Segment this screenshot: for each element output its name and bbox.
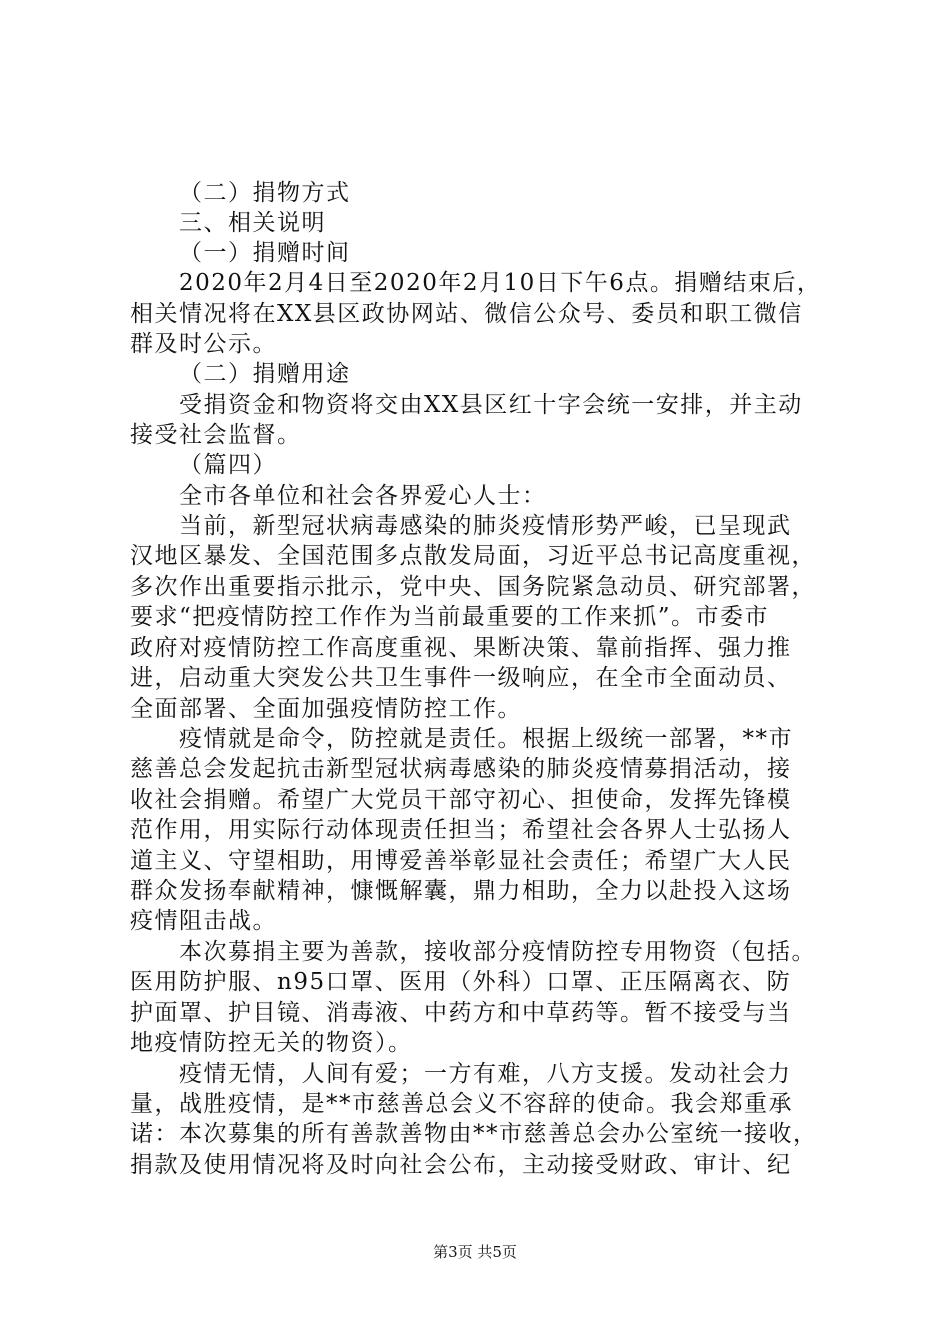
page-footer: 第3页 共5页 <box>433 1243 517 1261</box>
body-line: （篇四） <box>179 452 277 478</box>
body-line: 捐款及使用情况将及时向社会公布，主动接受财政、审计、纪 <box>130 1152 792 1178</box>
body-line: 诺：本次募集的所有善款善物由**市慈善总会办公室统一接收， <box>130 1121 818 1147</box>
body-line: 医用防护服、n95口罩、医用（外科）口罩、正压隔离衣、防 <box>130 969 792 995</box>
body-line: 政府对疫情防控工作高度重视、果断决策、靠前指挥、强力推 <box>130 635 792 661</box>
body-line: （一）捐赠时间 <box>179 240 351 266</box>
body-line: 当前，新型冠状病毒感染的肺炎疫情形势严峻，已呈现武 <box>179 513 792 539</box>
body-line: 2020年2月4日至2020年2月10日下午6点。捐赠结束后， <box>179 270 822 296</box>
body-line: 疫情阻击战。 <box>130 908 277 934</box>
body-line: 接受社会监督。 <box>130 422 302 448</box>
body-line: 汉地区暴发、全国范围多点散发局面，习近平总书记高度重视， <box>130 543 816 569</box>
body-line: 三、相关说明 <box>179 210 326 236</box>
body-line: 全市各单位和社会各界爱心人士： <box>179 483 547 509</box>
body-line: 受捐资金和物资将交由XX县区红十字会统一安排，并主动 <box>179 392 803 418</box>
body-line: 要求“把疫情防控工作作为当前最重要的工作来抓”。市委市 <box>130 604 770 630</box>
body-line: 慈善总会发起抗击新型冠状病毒感染的肺炎疫情募捐活动，接 <box>130 756 792 782</box>
body-line: （二）捐物方式 <box>179 180 351 206</box>
body-line: 进，启动重大突发公共卫生事件一级响应，在全市全面动员、 <box>130 665 792 691</box>
body-line: 范作用，用实际行动体现责任担当；希望社会各界人士弘扬人 <box>130 817 792 843</box>
body-line: 本次募捐主要为善款，接收部分疫情防控专用物资（包括。 <box>179 939 816 965</box>
body-line: 量，战胜疫情，是**市慈善总会义不容辞的使命。我会郑重承 <box>130 1091 793 1117</box>
body-line: 多次作出重要指示批示，党中央、国务院紧急动员、研究部署， <box>130 574 816 600</box>
body-line: 群及时公示。 <box>130 331 277 357</box>
body-line: 相关情况将在XX县区政协网站、微信公众号、委员和职工微信 <box>130 301 803 327</box>
body-line: 疫情就是命令，防控就是责任。根据上级统一部署，**市 <box>179 726 793 752</box>
body-line: 道主义、守望相助，用博爱善举彰显社会责任；希望广大人民 <box>130 848 792 874</box>
body-line: 护面罩、护目镜、消毒液、中药方和中草药等。暂不接受与当 <box>130 1000 792 1026</box>
body-line: 全面部署、全面加强疫情防控工作。 <box>130 696 522 722</box>
body-line: 疫情无情，人间有爱；一方有难，八方支援。发动社会力 <box>179 1061 792 1087</box>
body-line: 收社会捐赠。希望广大党员干部守初心、担使命，发挥先锋模 <box>130 787 792 813</box>
body-line: 地疫情防控无关的物资）。 <box>130 1030 413 1056</box>
body-line: 群众发扬奉献精神，慷慨解囊，鼎力相助，全力以赴投入这场 <box>130 878 792 904</box>
body-line: （二）捐赠用途 <box>179 361 351 387</box>
